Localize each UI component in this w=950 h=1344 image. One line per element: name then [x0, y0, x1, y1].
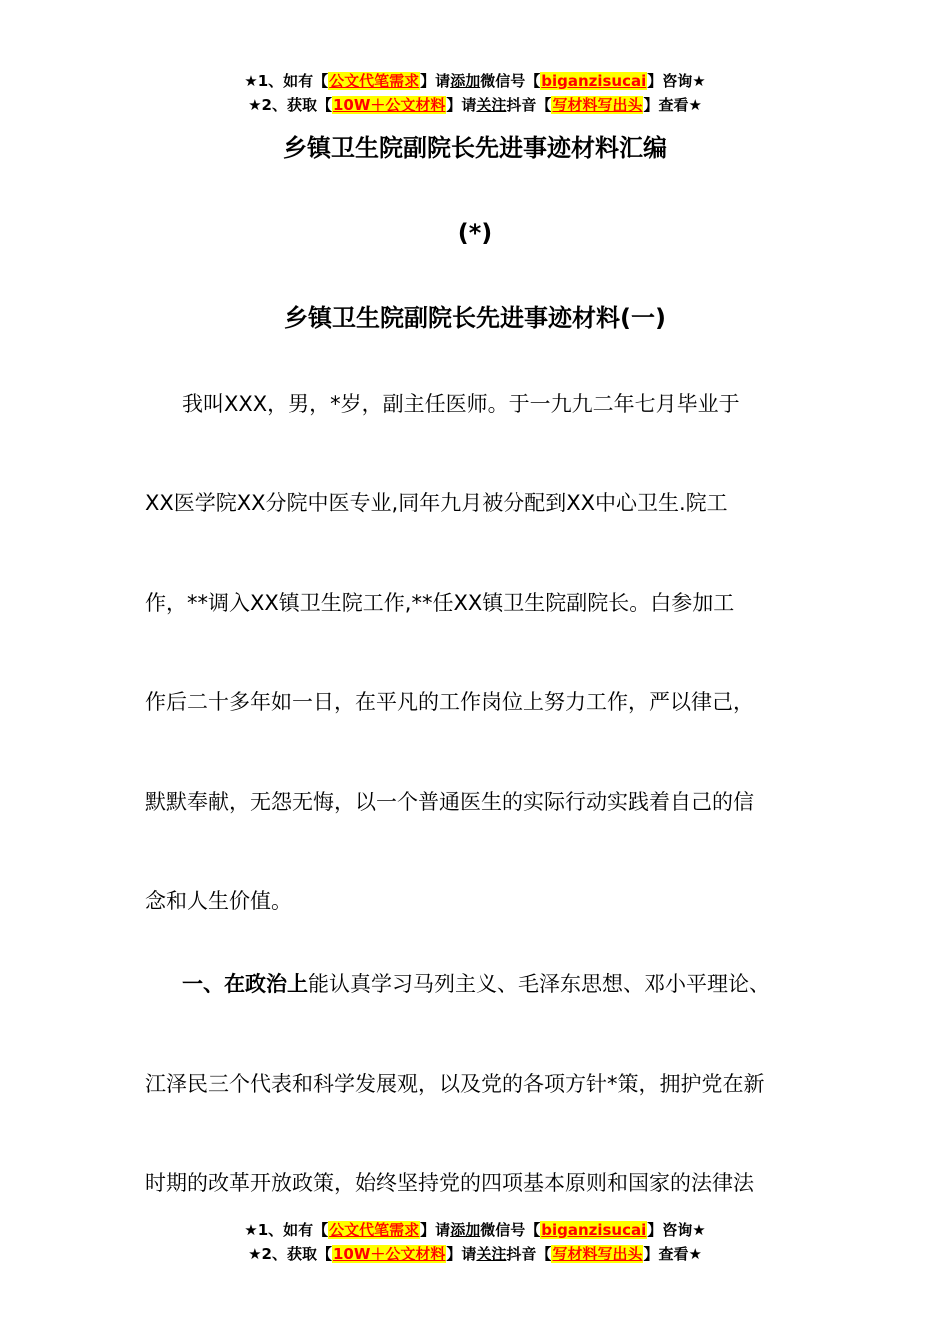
promo-underlined-text: 关注 [476, 1245, 507, 1263]
paragraph-line: 作后二十多年如一日，在平凡的工作岗位上努力工作，严以律己， [145, 690, 754, 714]
promo-highlight: 10W＋公文材料 [332, 96, 446, 114]
document-title: 乡镇卫生院副院长先进事迹材料汇编 [283, 134, 667, 162]
section-title: 乡镇卫生院副院长先进事迹材料(一) [284, 304, 666, 332]
document-marker: (*) [457, 219, 493, 247]
promo-underlined-text: 添加 [450, 1221, 481, 1239]
promo-underlined-text: 关注 [476, 96, 507, 114]
promo-underlined-text: 添加 [450, 72, 481, 90]
paragraph-line: 江泽民三个代表和科学发展观，以及党的各项方针*策，拥护党在新 [145, 1072, 765, 1096]
promo-text: 】请 [420, 1221, 451, 1239]
paragraph-text: 能认真学习马列主义、毛泽东思想、邓小平理论、 [308, 972, 770, 996]
promo-highlight: 10W＋公文材料 [332, 1245, 446, 1263]
promo-text: 】咨询★ [647, 72, 706, 90]
point-1-heading: 一、在政治上 [182, 972, 308, 996]
promo-banner-top [0, 69, 950, 117]
promo-text: 】查看★ [643, 96, 702, 114]
promo-text: 】查看★ [643, 1245, 702, 1263]
promo-text: 】请 [446, 96, 477, 114]
promo-text: ★1、如有【 [244, 1221, 329, 1239]
promo-highlight: 写材料写出头 [552, 1245, 643, 1263]
paragraph-line: 时期的改革开放政策，始终坚持党的四项基本原则和国家的法律法 [145, 1171, 754, 1195]
promo-highlight: biganzisucai [541, 72, 647, 90]
promo-line-2 [0, 1242, 950, 1266]
promo-highlight: 公文代笔需求 [329, 1221, 420, 1239]
paragraph-line: 我叫XXX，男，*岁，副主任医师。于一九九二年七月毕业于 [182, 392, 740, 416]
promo-text: 】请 [446, 1245, 477, 1263]
promo-text: ★2、获取【 [248, 96, 332, 114]
paragraph-line: 作，**调入XX镇卫生院工作,**任XX镇卫生院副院长。白参加工 [145, 591, 735, 615]
promo-text: 微信号【 [480, 1221, 541, 1239]
promo-text: 抖音【 [506, 96, 552, 114]
promo-line-1 [0, 1218, 950, 1242]
promo-text: 】咨询★ [647, 1221, 706, 1239]
promo-line-2 [0, 93, 950, 117]
paragraph-line: XX医学院XX分院中医专业,同年九月被分配到XX中心卫生.院工 [145, 491, 728, 515]
promo-text: 抖音【 [506, 1245, 552, 1263]
paragraph-line: 念和人生价值。 [145, 889, 292, 913]
promo-line-1 [0, 69, 950, 93]
promo-highlight: biganzisucai [541, 1221, 647, 1239]
promo-text: 】请 [420, 72, 451, 90]
promo-highlight: 公文代笔需求 [329, 72, 420, 90]
paragraph-line: 默默奉献，无怨无悔，以一个普通医生的实际行动实践着自己的信 [145, 790, 754, 814]
promo-text: ★1、如有【 [244, 72, 329, 90]
point-1-first-line [182, 969, 770, 999]
promo-banner-bottom [0, 1218, 950, 1266]
promo-text: 微信号【 [480, 72, 541, 90]
promo-highlight: 写材料写出头 [552, 96, 643, 114]
promo-text: ★2、获取【 [248, 1245, 332, 1263]
